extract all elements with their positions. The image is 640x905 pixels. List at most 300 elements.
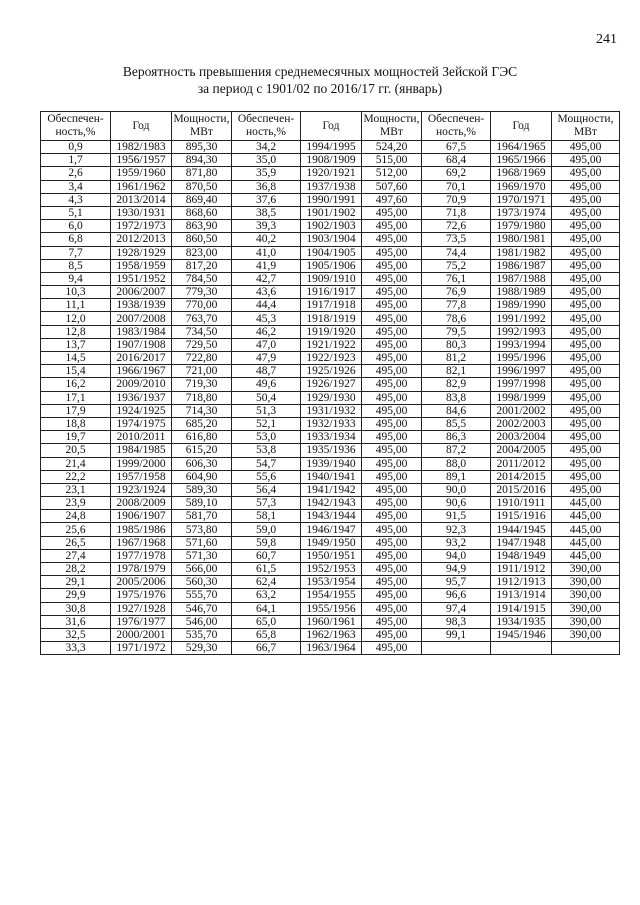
table-cell xyxy=(422,642,491,655)
table-cell: 1927/1928 xyxy=(111,602,172,615)
table-cell: 1994/1995 xyxy=(301,141,362,154)
table-cell: 507,60 xyxy=(362,180,422,193)
table-cell: 495,00 xyxy=(362,325,422,338)
table-cell: 58,1 xyxy=(232,510,301,523)
table-cell: 1945/1946 xyxy=(491,628,552,641)
table-cell: 495,00 xyxy=(362,576,422,589)
table-cell: 1903/1904 xyxy=(301,233,362,246)
table-row xyxy=(41,141,620,154)
table-cell: 85,5 xyxy=(422,417,491,430)
table-cell: 76,1 xyxy=(422,272,491,285)
table-cell: 445,00 xyxy=(552,536,620,549)
table-cell: 445,00 xyxy=(552,523,620,536)
table-cell: 495,00 xyxy=(552,246,620,259)
table-cell: 39,3 xyxy=(232,220,301,233)
table-cell: 894,30 xyxy=(172,154,232,167)
table-cell: 20,5 xyxy=(41,444,111,457)
table-cell: 495,00 xyxy=(552,141,620,154)
table-row xyxy=(41,628,620,641)
table-cell: 98,3 xyxy=(422,615,491,628)
table-cell: 84,6 xyxy=(422,404,491,417)
table-cell: 44,4 xyxy=(232,299,301,312)
table-cell: 1915/1916 xyxy=(491,510,552,523)
table-cell: 2004/2005 xyxy=(491,444,552,457)
table-cell: 1963/1964 xyxy=(301,642,362,655)
table-row xyxy=(41,497,620,510)
table-cell: 1964/1965 xyxy=(491,141,552,154)
table-cell: 1920/1921 xyxy=(301,167,362,180)
table-cell: 41,0 xyxy=(232,246,301,259)
table-cell: 868,60 xyxy=(172,206,232,219)
table-cell: 1901/1902 xyxy=(301,206,362,219)
table-cell: 1970/1971 xyxy=(491,193,552,206)
table-cell: 67,5 xyxy=(422,141,491,154)
table-cell: 2003/2004 xyxy=(491,431,552,444)
table-cell: 80,3 xyxy=(422,338,491,351)
table-cell: 495,00 xyxy=(552,417,620,430)
table-cell: 1941/1942 xyxy=(301,483,362,496)
table-cell: 495,00 xyxy=(552,312,620,325)
table-cell: 1921/1922 xyxy=(301,338,362,351)
table-cell: 615,20 xyxy=(172,444,232,457)
header-power-1: Мощности, МВт xyxy=(172,112,232,141)
table-cell: 15,4 xyxy=(41,365,111,378)
table-cell: 2015/2016 xyxy=(491,483,552,496)
table-cell: 1911/1912 xyxy=(491,563,552,576)
table-cell: 45,3 xyxy=(232,312,301,325)
table-cell: 445,00 xyxy=(552,497,620,510)
table-cell: 495,00 xyxy=(552,431,620,444)
table-cell: 1993/1994 xyxy=(491,338,552,351)
table-row xyxy=(41,602,620,615)
table-cell: 1938/1939 xyxy=(111,299,172,312)
table-row xyxy=(41,404,620,417)
table-cell: 35,9 xyxy=(232,167,301,180)
table-cell: 770,00 xyxy=(172,299,232,312)
table-cell: 566,00 xyxy=(172,563,232,576)
table-cell: 79,5 xyxy=(422,325,491,338)
table-cell: 1974/1975 xyxy=(111,417,172,430)
table-cell: 1990/1991 xyxy=(301,193,362,206)
table-cell: 94,9 xyxy=(422,563,491,576)
table-cell: 1968/1969 xyxy=(491,167,552,180)
table-cell: 1946/1947 xyxy=(301,523,362,536)
table-cell: 1942/1943 xyxy=(301,497,362,510)
table-cell: 573,80 xyxy=(172,523,232,536)
table-row xyxy=(41,338,620,351)
table-cell: 2012/2013 xyxy=(111,233,172,246)
table-row xyxy=(41,378,620,391)
table-cell: 895,30 xyxy=(172,141,232,154)
table-cell: 1932/1933 xyxy=(301,417,362,430)
table-cell: 68,4 xyxy=(422,154,491,167)
table-cell: 604,90 xyxy=(172,470,232,483)
table-row xyxy=(41,576,620,589)
table-cell: 2009/2010 xyxy=(111,378,172,391)
table-row xyxy=(41,259,620,272)
table-cell: 54,7 xyxy=(232,457,301,470)
table-row xyxy=(41,246,620,259)
table-cell: 1950/1951 xyxy=(301,549,362,562)
table-cell: 734,50 xyxy=(172,325,232,338)
table-cell xyxy=(491,642,552,655)
table-cell: 495,00 xyxy=(552,378,620,391)
page-number: 241 xyxy=(596,32,617,47)
table-cell: 495,00 xyxy=(362,286,422,299)
table-row xyxy=(41,615,620,628)
table-cell: 495,00 xyxy=(362,404,422,417)
table-cell: 63,2 xyxy=(232,589,301,602)
table-cell: 863,90 xyxy=(172,220,232,233)
table-cell: 29,9 xyxy=(41,589,111,602)
table-cell: 1910/1911 xyxy=(491,497,552,510)
table-cell: 495,00 xyxy=(362,470,422,483)
table-cell: 2010/2011 xyxy=(111,431,172,444)
table-cell: 495,00 xyxy=(552,286,620,299)
table-cell: 495,00 xyxy=(552,193,620,206)
table-cell: 606,30 xyxy=(172,457,232,470)
table-cell: 1926/1927 xyxy=(301,378,362,391)
table-cell: 495,00 xyxy=(362,259,422,272)
table-cell: 1909/1910 xyxy=(301,272,362,285)
table-cell: 1983/1984 xyxy=(111,325,172,338)
table-cell: 50,4 xyxy=(232,391,301,404)
table-cell: 1907/1908 xyxy=(111,338,172,351)
table-cell: 1986/1987 xyxy=(491,259,552,272)
table-cell: 1912/1913 xyxy=(491,576,552,589)
table-cell: 495,00 xyxy=(362,338,422,351)
table-cell: 495,00 xyxy=(362,417,422,430)
table-cell: 390,00 xyxy=(552,628,620,641)
table-cell: 719,30 xyxy=(172,378,232,391)
table-cell: 29,1 xyxy=(41,576,111,589)
table-cell: 1982/1983 xyxy=(111,141,172,154)
table-cell: 2006/2007 xyxy=(111,286,172,299)
table-cell: 7,7 xyxy=(41,246,111,259)
table-cell: 616,80 xyxy=(172,431,232,444)
table-cell: 1957/1958 xyxy=(111,470,172,483)
table-cell: 495,00 xyxy=(362,602,422,615)
table-cell: 6,8 xyxy=(41,233,111,246)
table-cell: 1977/1978 xyxy=(111,549,172,562)
table-cell: 47,0 xyxy=(232,338,301,351)
table-cell: 90,0 xyxy=(422,483,491,496)
table-cell: 96,6 xyxy=(422,589,491,602)
table-cell: 24,8 xyxy=(41,510,111,523)
table-row xyxy=(41,352,620,365)
table-cell: 721,00 xyxy=(172,365,232,378)
table-cell: 21,4 xyxy=(41,457,111,470)
table-cell: 1914/1915 xyxy=(491,602,552,615)
table-row xyxy=(41,325,620,338)
table-cell: 495,00 xyxy=(362,391,422,404)
table-cell: 18,8 xyxy=(41,417,111,430)
table-row xyxy=(41,549,620,562)
table-cell: 495,00 xyxy=(552,391,620,404)
table-cell: 43,6 xyxy=(232,286,301,299)
table-cell: 495,00 xyxy=(362,483,422,496)
table-cell: 14,5 xyxy=(41,352,111,365)
table-row xyxy=(41,563,620,576)
table-cell: 52,1 xyxy=(232,417,301,430)
table-cell: 860,50 xyxy=(172,233,232,246)
table-cell: 12,0 xyxy=(41,312,111,325)
table-cell: 65,0 xyxy=(232,615,301,628)
table-cell: 70,9 xyxy=(422,193,491,206)
table-cell: 66,7 xyxy=(232,642,301,655)
table-cell: 65,8 xyxy=(232,628,301,641)
table-cell: 1939/1940 xyxy=(301,457,362,470)
table-cell: 524,20 xyxy=(362,141,422,154)
table-cell: 1936/1937 xyxy=(111,391,172,404)
table-row xyxy=(41,180,620,193)
table-cell: 53,8 xyxy=(232,444,301,457)
table-cell: 51,3 xyxy=(232,404,301,417)
table-row xyxy=(41,272,620,285)
table-cell: 495,00 xyxy=(552,299,620,312)
table-cell: 495,00 xyxy=(362,246,422,259)
table-row xyxy=(41,457,620,470)
table-cell: 581,70 xyxy=(172,510,232,523)
table-cell: 95,7 xyxy=(422,576,491,589)
table-cell: 1937/1938 xyxy=(301,180,362,193)
table-row xyxy=(41,589,620,602)
table-row xyxy=(41,167,620,180)
table-cell: 1991/1992 xyxy=(491,312,552,325)
table-cell: 1944/1945 xyxy=(491,523,552,536)
table-row xyxy=(41,299,620,312)
table-cell: 495,00 xyxy=(362,299,422,312)
table-cell: 76,9 xyxy=(422,286,491,299)
table-cell: 495,00 xyxy=(552,404,620,417)
table-cell: 1919/1920 xyxy=(301,325,362,338)
table-cell: 1967/1968 xyxy=(111,536,172,549)
table-cell: 512,00 xyxy=(362,167,422,180)
table-cell: 59,8 xyxy=(232,536,301,549)
table-cell: 1995/1996 xyxy=(491,352,552,365)
table-cell: 2001/2002 xyxy=(491,404,552,417)
table-cell: 571,30 xyxy=(172,549,232,562)
table-body xyxy=(41,141,620,655)
table-cell: 2013/2014 xyxy=(111,193,172,206)
table-cell: 1971/1972 xyxy=(111,642,172,655)
table-cell: 571,60 xyxy=(172,536,232,549)
table-cell: 1930/1931 xyxy=(111,206,172,219)
table-cell: 495,00 xyxy=(552,180,620,193)
header-coverage-1: Обеспечен-ность,% xyxy=(41,112,111,141)
table-cell: 495,00 xyxy=(362,642,422,655)
table-cell: 555,70 xyxy=(172,589,232,602)
table-cell: 495,00 xyxy=(552,220,620,233)
table-cell: 495,00 xyxy=(362,523,422,536)
table-cell: 390,00 xyxy=(552,589,620,602)
table-cell: 77,8 xyxy=(422,299,491,312)
table-cell: 1976/1977 xyxy=(111,615,172,628)
table-cell: 30,8 xyxy=(41,602,111,615)
table-cell: 81,2 xyxy=(422,352,491,365)
table-cell: 69,2 xyxy=(422,167,491,180)
table-cell: 495,00 xyxy=(362,589,422,602)
table-cell: 495,00 xyxy=(362,365,422,378)
table-cell: 495,00 xyxy=(552,167,620,180)
table-cell: 37,6 xyxy=(232,193,301,206)
table-cell: 8,5 xyxy=(41,259,111,272)
table-cell: 495,00 xyxy=(362,536,422,549)
table-cell: 1992/1993 xyxy=(491,325,552,338)
table-cell: 390,00 xyxy=(552,615,620,628)
table-cell: 714,30 xyxy=(172,404,232,417)
table-cell: 870,50 xyxy=(172,180,232,193)
table-cell: 1906/1907 xyxy=(111,510,172,523)
table-cell: 82,9 xyxy=(422,378,491,391)
table-cell: 47,9 xyxy=(232,352,301,365)
table-cell: 2007/2008 xyxy=(111,312,172,325)
table-row xyxy=(41,642,620,655)
table-cell: 6,0 xyxy=(41,220,111,233)
table-cell: 495,00 xyxy=(552,272,620,285)
table-cell: 28,2 xyxy=(41,563,111,576)
table-cell: 495,00 xyxy=(552,154,620,167)
table-cell: 1980/1981 xyxy=(491,233,552,246)
table-cell: 0,9 xyxy=(41,141,111,154)
table-cell: 784,50 xyxy=(172,272,232,285)
table-cell: 2002/2003 xyxy=(491,417,552,430)
table-cell: 529,30 xyxy=(172,642,232,655)
table-row xyxy=(41,365,620,378)
table-cell: 1925/1926 xyxy=(301,365,362,378)
table-cell: 1989/1990 xyxy=(491,299,552,312)
table-cell: 1958/1959 xyxy=(111,259,172,272)
table-cell: 1961/1962 xyxy=(111,180,172,193)
table-cell: 48,7 xyxy=(232,365,301,378)
table-cell: 722,80 xyxy=(172,352,232,365)
table-cell: 26,5 xyxy=(41,536,111,549)
table-cell: 685,20 xyxy=(172,417,232,430)
table-cell: 535,70 xyxy=(172,628,232,641)
table-cell: 495,00 xyxy=(362,206,422,219)
table-cell: 1999/2000 xyxy=(111,457,172,470)
table-row xyxy=(41,206,620,219)
table-cell: 1959/1960 xyxy=(111,167,172,180)
table-cell: 1955/1956 xyxy=(301,602,362,615)
table-cell: 73,5 xyxy=(422,233,491,246)
table-cell: 495,00 xyxy=(552,457,620,470)
table-cell: 93,2 xyxy=(422,536,491,549)
table-cell: 1969/1970 xyxy=(491,180,552,193)
table-row xyxy=(41,444,620,457)
table-cell: 56,4 xyxy=(232,483,301,496)
table-cell: 40,2 xyxy=(232,233,301,246)
table-cell: 55,6 xyxy=(232,470,301,483)
header-coverage-3: Обеспечен-ность,% xyxy=(422,112,491,141)
table-cell: 497,60 xyxy=(362,193,422,206)
table-cell: 23,1 xyxy=(41,483,111,496)
table-cell: 1984/1985 xyxy=(111,444,172,457)
table-cell: 1947/1948 xyxy=(491,536,552,549)
table-cell: 72,6 xyxy=(422,220,491,233)
table-cell: 495,00 xyxy=(552,259,620,272)
table-cell: 2011/2012 xyxy=(491,457,552,470)
table-row xyxy=(41,510,620,523)
table-cell: 1987/1988 xyxy=(491,272,552,285)
table-cell: 53,0 xyxy=(232,431,301,444)
table-cell: 1924/1925 xyxy=(111,404,172,417)
table-cell: 560,30 xyxy=(172,576,232,589)
table-cell: 1972/1973 xyxy=(111,220,172,233)
table-cell: 515,00 xyxy=(362,154,422,167)
table-cell: 495,00 xyxy=(362,220,422,233)
table-cell: 495,00 xyxy=(362,378,422,391)
table-cell: 46,2 xyxy=(232,325,301,338)
page-title xyxy=(0,63,640,97)
table-cell: 1902/1903 xyxy=(301,220,362,233)
table-cell: 495,00 xyxy=(362,431,422,444)
table-cell: 5,1 xyxy=(41,206,111,219)
data-table xyxy=(40,111,620,655)
table-cell: 31,6 xyxy=(41,615,111,628)
table-cell: 1962/1963 xyxy=(301,628,362,641)
table-cell: 91,5 xyxy=(422,510,491,523)
table-cell: 1979/1980 xyxy=(491,220,552,233)
table-cell: 1943/1944 xyxy=(301,510,362,523)
table-cell: 1981/1982 xyxy=(491,246,552,259)
table-cell: 390,00 xyxy=(552,563,620,576)
table-cell: 495,00 xyxy=(362,352,422,365)
table-row xyxy=(41,536,620,549)
table-row xyxy=(41,483,620,496)
table-cell: 4,3 xyxy=(41,193,111,206)
table-cell: 90,6 xyxy=(422,497,491,510)
table-cell: 495,00 xyxy=(552,365,620,378)
table-cell: 2005/2006 xyxy=(111,576,172,589)
table-cell: 1935/1936 xyxy=(301,444,362,457)
table-cell: 10,3 xyxy=(41,286,111,299)
table-cell: 1931/1932 xyxy=(301,404,362,417)
table-cell: 1988/1989 xyxy=(491,286,552,299)
table-row xyxy=(41,312,620,325)
table-cell: 16,2 xyxy=(41,378,111,391)
table-cell: 1973/1974 xyxy=(491,206,552,219)
table-cell: 74,4 xyxy=(422,246,491,259)
table-cell: 60,7 xyxy=(232,549,301,562)
table-cell: 763,70 xyxy=(172,312,232,325)
table-cell: 22,2 xyxy=(41,470,111,483)
table-cell: 869,40 xyxy=(172,193,232,206)
table-cell: 59,0 xyxy=(232,523,301,536)
table-cell: 92,3 xyxy=(422,523,491,536)
table-cell: 1965/1966 xyxy=(491,154,552,167)
table-cell: 49,6 xyxy=(232,378,301,391)
table-cell: 27,4 xyxy=(41,549,111,562)
table-row xyxy=(41,220,620,233)
table-cell: 86,3 xyxy=(422,431,491,444)
table-cell: 495,00 xyxy=(362,457,422,470)
table-cell: 1956/1957 xyxy=(111,154,172,167)
header-power-3: Мощности, МВт xyxy=(552,112,620,141)
table-cell: 89,1 xyxy=(422,470,491,483)
table-cell: 71,8 xyxy=(422,206,491,219)
table-cell: 83,8 xyxy=(422,391,491,404)
table-cell: 34,2 xyxy=(232,141,301,154)
table-cell: 19,7 xyxy=(41,431,111,444)
table-row xyxy=(41,417,620,430)
table-cell: 495,00 xyxy=(362,233,422,246)
table-cell: 1960/1961 xyxy=(301,615,362,628)
table-row xyxy=(41,233,620,246)
table-cell: 17,1 xyxy=(41,391,111,404)
table-cell: 1905/1906 xyxy=(301,259,362,272)
table-cell: 495,00 xyxy=(362,497,422,510)
